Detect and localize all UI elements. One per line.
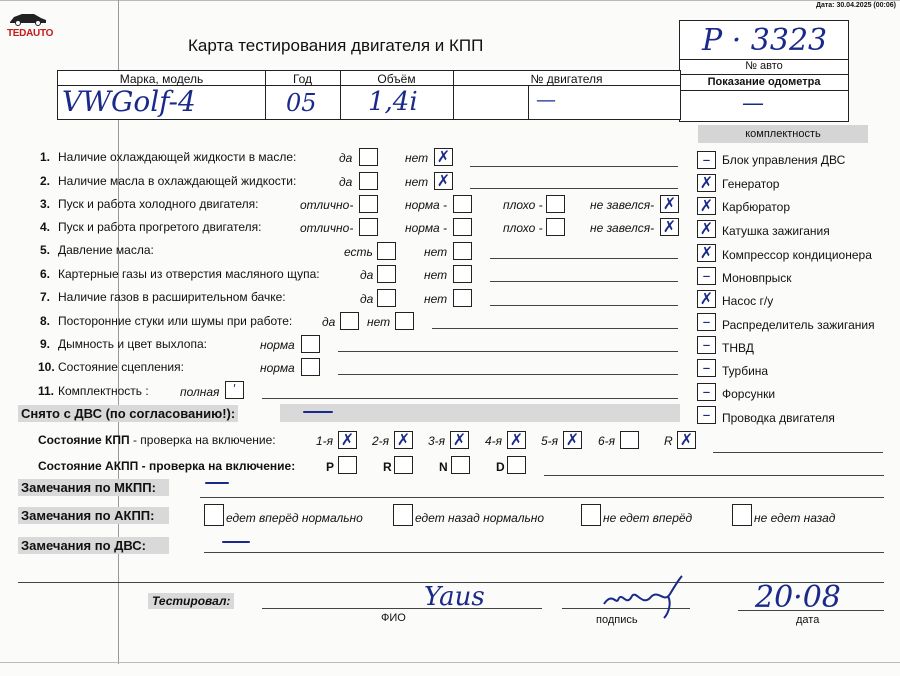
row-line — [262, 398, 678, 399]
remarks-dvs: Замечания по ДВС: — [18, 537, 169, 554]
checkbox-no[interactable] — [453, 242, 472, 260]
gear-5-box[interactable] — [563, 431, 582, 449]
check-x-icon: ✗ — [699, 243, 714, 262]
row-text: Наличие газов в расширительном бачке: — [58, 290, 286, 304]
opt-label: да — [339, 151, 353, 165]
removed-dash — [303, 411, 333, 413]
check-x-icon: ✗ — [699, 196, 714, 215]
komp-box[interactable] — [697, 383, 716, 401]
komp-box[interactable] — [697, 267, 716, 285]
opt-label: норма — [260, 338, 295, 352]
komp-item: Компрессор кондиционера — [722, 248, 872, 262]
col-engine: № двигателя — [530, 72, 603, 86]
row-num: 7. — [40, 290, 51, 304]
gear-6: 6-я — [598, 434, 616, 448]
row-line — [470, 166, 678, 167]
komp-box[interactable] — [697, 244, 716, 262]
gear-n-box[interactable] — [451, 456, 470, 474]
gear-ar: R — [383, 460, 392, 474]
engine-value: — — [536, 87, 556, 111]
checkbox-yes[interactable] — [359, 148, 378, 166]
row-num: 11. — [38, 384, 55, 398]
komp-box[interactable] — [697, 359, 716, 377]
frame-top — [0, 0, 900, 1]
dvs-dash — [222, 541, 250, 543]
checkbox-no[interactable] — [395, 312, 414, 330]
bottom-line — [0, 662, 900, 663]
checkbox-excellent[interactable] — [359, 218, 378, 236]
komp-item: Карбюратор — [722, 200, 791, 214]
model-value: VWGolf-4 — [62, 85, 196, 118]
gear-1: 1-я — [316, 434, 334, 448]
akpp-opt: не едет назад — [754, 511, 836, 525]
checkbox-yes[interactable] — [359, 172, 378, 190]
gear-5: 5-я — [541, 434, 559, 448]
opt-label: не завелся- — [590, 221, 655, 235]
mkpp-dash — [205, 482, 229, 484]
akpp-line — [544, 475, 884, 476]
fio-label: ФИО — [381, 612, 406, 624]
dvs-line — [204, 552, 884, 553]
gear-3-box[interactable] — [450, 431, 469, 449]
row-text: Пуск и работа холодного двигателя: — [58, 197, 259, 211]
checkbox-bad[interactable] — [546, 195, 565, 213]
row-num: 5. — [40, 243, 51, 257]
odometer-value: — — [742, 91, 764, 116]
checkbox-no[interactable] — [434, 148, 453, 166]
row-num: 6. — [40, 267, 51, 281]
mkpp-line — [200, 497, 884, 498]
opt-label: плохо - — [503, 221, 543, 235]
akpp-back-ok-box[interactable] — [393, 504, 413, 526]
opt-label: не завелся- — [590, 198, 655, 212]
row-text: Посторонние стуки или шумы при работе: — [58, 314, 293, 328]
row-text: Дымность и цвет выхлопа: — [58, 337, 207, 351]
opt-label: нет — [424, 268, 448, 282]
check-x-icon: ✗ — [396, 430, 411, 449]
dash-mark-icon: – — [702, 358, 711, 377]
gear-d: D — [496, 460, 505, 474]
gear-1-box[interactable] — [338, 431, 357, 449]
logo-text: TEDAUTO — [7, 28, 54, 39]
gear-d-box[interactable] — [507, 456, 526, 474]
year-value: 05 — [286, 89, 317, 117]
header-table — [57, 70, 681, 120]
row-text: Давление масла: — [58, 243, 154, 257]
checkbox-bad[interactable] — [546, 218, 565, 236]
akpp-label: Состояние АКПП - проверка на включение: — [38, 459, 296, 473]
row-num: 9. — [40, 337, 51, 351]
odometer-label: Показание одометра — [707, 76, 821, 88]
opt-label: нет — [424, 292, 448, 306]
opt-label: нет — [405, 175, 429, 189]
row-text: Комплектность : — [58, 384, 149, 398]
opt-label: нет — [367, 315, 391, 329]
row-line — [490, 258, 678, 259]
checkbox-yes[interactable] — [377, 265, 396, 283]
gear-r-box[interactable] — [677, 431, 696, 449]
check-x-icon: ✗ — [509, 430, 524, 449]
komplekt-title: комплектность — [698, 125, 868, 143]
kpp-line — [713, 452, 883, 453]
checkbox-no[interactable] — [434, 172, 453, 190]
date-handwritten: 20·08 — [755, 580, 841, 615]
check-x-icon: ✗ — [679, 430, 694, 449]
gear-p: P — [326, 460, 335, 474]
check-x-icon: ✗ — [662, 217, 677, 236]
kpp-label: Состояние КПП — [38, 433, 130, 447]
gear-r: R — [664, 434, 673, 448]
gear-2-box[interactable] — [394, 431, 413, 449]
opt-label: да — [360, 268, 374, 282]
opt-label: норма - — [405, 198, 448, 212]
check-x-icon: ✗ — [436, 147, 451, 166]
checkbox-no[interactable] — [453, 265, 472, 283]
komp-item: Форсунки — [722, 387, 776, 401]
row-line — [338, 351, 678, 352]
kpp-rest: - проверка на включение: — [129, 433, 276, 447]
gear-p-box[interactable] — [338, 456, 357, 474]
checkbox-not-started[interactable] — [660, 195, 679, 213]
plate-label: № авто — [745, 60, 783, 72]
gear-6-box[interactable] — [620, 431, 639, 449]
check-x-icon: ✗ — [699, 173, 714, 192]
row-text: Состояние сцепления: — [58, 360, 184, 374]
name-handwritten: Yaus — [424, 582, 485, 612]
plate-number: Р · 3323 — [702, 23, 828, 58]
col-volume: Объём — [377, 72, 416, 86]
dash-mark-icon: – — [702, 382, 711, 401]
akpp-opt: не едет вперёд — [603, 511, 693, 525]
volume-value: 1,4i — [368, 87, 418, 117]
komp-box[interactable] — [697, 174, 716, 192]
plate-box — [679, 20, 849, 122]
row-text: Пуск и работа прогретого двигателя: — [58, 220, 262, 234]
gear-n: N — [439, 460, 448, 474]
opt-label: нет — [424, 245, 448, 259]
checkbox-full[interactable] — [225, 381, 244, 399]
check-x-icon: ✗ — [662, 194, 677, 213]
page-title: Карта тестирования двигателя и КПП — [188, 36, 484, 55]
kpp-row — [38, 433, 276, 447]
opt-label: отлично- — [300, 198, 354, 212]
opt-label: нет — [405, 151, 429, 165]
check-x-icon: ✗ — [340, 430, 355, 449]
opt-label: норма — [260, 361, 295, 375]
dash-mark-icon: – — [702, 335, 711, 354]
komp-item: Блок управления ДВС — [722, 153, 846, 167]
akpp-no-fwd-box[interactable] — [581, 504, 601, 526]
komp-item: Распределитель зажигания — [722, 318, 875, 332]
row-line — [432, 328, 678, 329]
sign-label: подпись — [596, 614, 638, 626]
opt-label: полная — [180, 385, 220, 399]
removed-field — [280, 404, 680, 422]
checkbox-excellent[interactable] — [359, 195, 378, 213]
checkbox-normal[interactable] — [453, 195, 472, 213]
opt-label: норма - — [405, 221, 448, 235]
opt-label: отлично- — [300, 221, 354, 235]
komp-item: Проводка двигателя — [722, 411, 835, 425]
check-x-icon: ✗ — [436, 171, 451, 190]
col-model: Марка, модель — [119, 72, 204, 86]
checkbox-normal[interactable] — [301, 335, 320, 353]
fio-line — [262, 608, 542, 609]
check-x-icon: ✗ — [699, 289, 714, 308]
checkbox-yes[interactable] — [377, 242, 396, 260]
checkbox-not-started[interactable] — [660, 218, 679, 236]
komp-box[interactable] — [697, 313, 716, 331]
row-num: 8. — [40, 314, 51, 328]
dash-mark-icon: – — [702, 405, 711, 424]
checkbox-normal[interactable] — [453, 218, 472, 236]
komp-box[interactable] — [697, 336, 716, 354]
komp-box[interactable] — [697, 290, 716, 308]
akpp-opt: едет вперёд нормально — [226, 511, 363, 525]
row-text: Наличие масла в охлаждающей жидкости: — [58, 174, 297, 188]
gear-4: 4-я — [485, 434, 503, 448]
car-logo-icon — [8, 10, 48, 26]
komp-item: ТНВД — [722, 341, 754, 355]
remarks-akpp: Замечания по АКПП: — [18, 507, 169, 524]
komp-item: Турбина — [722, 364, 769, 378]
komp-item: Катушка зажигания — [722, 224, 830, 238]
row-num: 1. — [40, 150, 51, 164]
remarks-mkpp: Замечания по МКПП: — [18, 479, 169, 496]
komp-box[interactable] — [697, 220, 716, 238]
check-x-icon: ✗ — [699, 219, 714, 238]
opt-label: плохо - — [503, 198, 543, 212]
row-text: Наличие охлаждающей жидкости в масле: — [58, 150, 297, 164]
opt-label: есть — [344, 245, 373, 259]
col-year: Год — [292, 72, 313, 86]
checkbox-normal[interactable] — [301, 358, 320, 376]
checkbox-no[interactable] — [453, 289, 472, 307]
opt-label: да — [339, 175, 353, 189]
komp-item: Насос г/у — [722, 294, 774, 308]
row-num: 2. — [40, 174, 51, 188]
date-label: дата — [796, 614, 820, 626]
komp-box[interactable] — [697, 406, 716, 424]
row-num: 4. — [40, 220, 51, 234]
akpp-opt: едет назад нормально — [415, 511, 545, 525]
akpp-no-back-box[interactable] — [732, 504, 752, 526]
checkbox-yes[interactable] — [340, 312, 359, 330]
row-line — [338, 374, 678, 375]
row-line — [490, 305, 678, 306]
opt-label: да — [322, 315, 336, 329]
row-line — [470, 188, 678, 189]
komp-box[interactable] — [697, 151, 716, 169]
gear-3: 3-я — [428, 434, 446, 448]
dash-mark-icon: – — [702, 150, 711, 169]
akpp-fwd-ok-box[interactable] — [204, 504, 224, 526]
row-line — [490, 281, 678, 282]
check-x-icon: ✗ — [565, 430, 580, 449]
row-num: 3. — [40, 197, 51, 211]
gear-ar-box[interactable] — [394, 456, 413, 474]
tested-label: Тестировал: — [148, 593, 234, 609]
komp-item: Моновпрыск — [722, 271, 792, 285]
opt-label: да — [360, 292, 374, 306]
dash-mark-icon: – — [702, 312, 711, 331]
dash-mark-icon: – — [702, 266, 711, 285]
checkbox-yes[interactable] — [377, 289, 396, 307]
date-stamp: Дата: 30.04.2025 (00:06) — [815, 2, 896, 9]
komp-box[interactable] — [697, 197, 716, 215]
gear-4-box[interactable] — [507, 431, 526, 449]
check-tick-icon: ʹ — [232, 383, 237, 397]
gear-2: 2-я — [372, 434, 390, 448]
removed-label: Снято с ДВС (по согласованию!): — [18, 405, 238, 422]
komp-item: Генератор — [722, 177, 780, 191]
check-x-icon: ✗ — [452, 430, 467, 449]
row-text: Картерные газы из отверстия масляного щупа: — [58, 267, 320, 281]
row-num: 10. — [38, 360, 55, 374]
